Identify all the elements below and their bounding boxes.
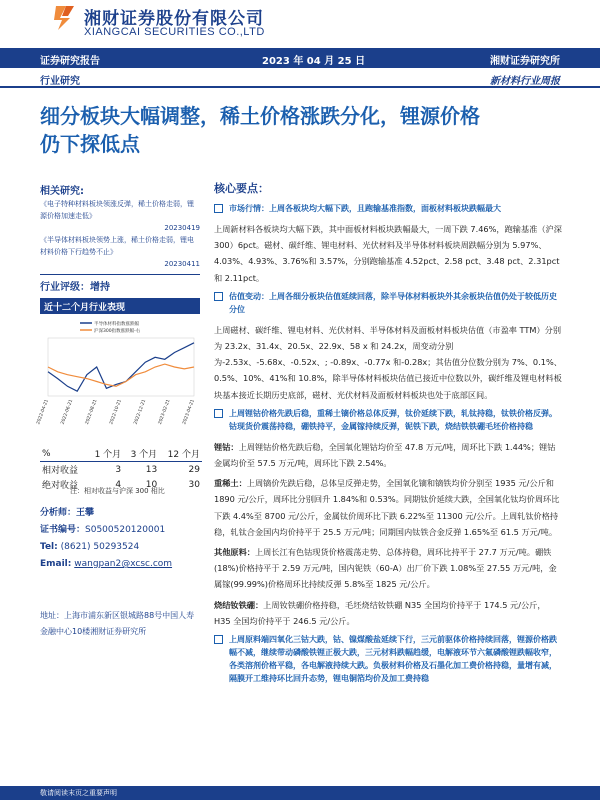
x-tick-label: 2023-02-21 xyxy=(157,398,172,426)
x-tick-label: 2022-12-21 xyxy=(133,398,148,426)
bullet-text: 上周原料端四氧化三钴大跌，钴、镍煤酸盐延续下行，三元前驱体价格持续回落，锂源价格跌幅不减，继续带动磷酸铁锂正极大跌，三元材料跌幅趋缓，电解液环节六氟磷酸锂跌幅收窄，各类溶剂价格平稳，各电解液持续大跌。负极材料价格及石墨化加工费价格持稳，量增有减，隔膜开工维持环比回升态势，锂电铜箔均价及加工费持稳 xyxy=(229,635,557,684)
report-category-band xyxy=(0,68,600,88)
report-date: 2023 年 04 月 25 日 xyxy=(262,56,366,67)
industry-rating: 行业评级：增持 xyxy=(40,274,200,293)
para-text: 上周锂钴价格先跌后稳，全国氧化锂钴均价至 47.8 万元/吨，周环比下跌 1.44%；锂钴金属均价至 57.5 万元/吨，周环比下跌 2.54%。 xyxy=(214,441,556,469)
title-line-2: 仍下探低点 xyxy=(40,132,140,156)
paragraph-ndfeb xyxy=(214,597,562,629)
company-name-cn: 湘财证券股份有限公司 xyxy=(84,9,264,29)
related-item-date: 20230411 xyxy=(164,260,200,268)
bullet-prices xyxy=(214,407,562,433)
table-cell: 30 xyxy=(188,479,200,490)
x-tick-label: 2022-08-21 xyxy=(84,398,99,426)
x-tick-label: 2023-04-21 xyxy=(182,398,196,426)
report-series: 新材料行业周报 xyxy=(490,76,560,87)
legend-label: 半导体材料指数涨跌幅 xyxy=(94,322,139,327)
report-category: 行业研究 xyxy=(40,76,80,87)
performance-chart xyxy=(36,318,202,438)
related-research xyxy=(40,198,200,270)
bullet-market xyxy=(214,202,562,215)
company-logo-icon xyxy=(52,4,76,32)
tel-label: Tel: xyxy=(40,542,58,552)
table-cell: 29 xyxy=(188,464,200,475)
email-label: Email: xyxy=(40,559,72,569)
institute-name: 湘财证券研究所 xyxy=(490,56,560,67)
bullet-text: 上周锂钴价格先跌后稳，重稀土镝价格总体反弹，钛价延续下跌，轧钛持稳，钛铁价格反弹。钴现货价震荡持稳，硼铁持平，金属镓持续反弹，铌铁下跌，烧结铁铁硼毛坯价格持稳 xyxy=(229,408,557,431)
table-header: 1 个月 xyxy=(87,446,123,462)
related-item[interactable] xyxy=(40,234,200,270)
paragraph-lithium-cobalt xyxy=(214,439,562,471)
title-line-1: 细分板块大幅调整，稀土价格涨跌分化，锂源价格 xyxy=(40,104,480,128)
email-link[interactable]: wangpan2@xcsc.com xyxy=(74,559,173,569)
bullet-valuation xyxy=(214,290,562,316)
tel-number: (8621) 50293524 xyxy=(60,542,140,552)
related-item-date: 20230419 xyxy=(164,224,200,232)
related-item-text: 《半导体材料板块领势上涨，稀土价格走弱，锂电材料价格下行趋势不止》 xyxy=(40,236,194,256)
related-heading: 相关研究: xyxy=(40,186,84,197)
related-item-text: 《电子特种材料板块领涨反弹，稀土价格走弱，锂源价格加速走低》 xyxy=(40,200,194,220)
paragraph-market: 上周新材料各板块均大幅下跌，其中面板材料板块跌幅最大，一周下跌 7.46%，跑输基准（沪深 300）6pct。磁材、碳纤维、锂电材料、光伏材料及半导体材料板块周跌幅分别为 5.97%、4.03%、4.93%、3.76%和 3.57%，分别跑输基准 4.52pct、2.58 pct、3.48 pct、2.31pct 和 2.11pct。 xyxy=(214,224,562,283)
table-cell: 13 xyxy=(145,464,158,475)
performance-heading: 近十二个月行业表现 xyxy=(40,298,200,314)
x-tick-label: 2022-10-21 xyxy=(109,398,123,426)
checkbox-icon xyxy=(214,409,223,418)
footer xyxy=(0,786,600,800)
legend-label: 沪深300指数涨跌幅-右 xyxy=(94,329,141,334)
paragraph-valuation: 上周磁材、碳纤维、锂电材料、光伏材料、半导体材料及面板材料板块估值（市盈率 TTM）分别为 23.2x、31.4x、20.5x、22.9x、58 x 和 24.2x，周变动分别为-2.53x、-5.68x、-0.52x、; -0.89x、-0.77x 和-0.28x；其估值分位数分别为 7%、0.1%、0.5%、10%、41%和 10.8%，除半导体材料板块估值已接近中位数以外，碳纤维及锂电材料板块基本接近长期历史底部，磁材、光伏材料及面板材料板块也处于底部区间。 xyxy=(214,324,562,400)
para-label: 其他原料： xyxy=(214,547,255,558)
key-points-heading: 核心要点： xyxy=(214,182,269,195)
x-tick-label: 2022-04-21 xyxy=(36,398,50,426)
para-label: 烧结钕铁硼： xyxy=(214,599,264,610)
address: 地址：上海市浦东新区银城路88号中国人寿金融中心10楼湘财证券研究所 xyxy=(40,611,195,636)
para-text: 上周镝价先跌后稳，总体呈反弹走势，全国氧化镝和镝铁均价分别至 1935 元/公斤和 1890 元/公斤，周环比分别回升 1.84%和 0.53%。同期钛价延续大跌，全国氧化钛均价周环比下跌 4.4%至 8700 元/公斤，金属钛价周环比下跌 6.22%至 11300 元/公斤。上周轧钛价格持稳，轧钛合金国内均价持平于 25.5 万元/吨；同期国内钛铁合金反弹 1.65%至 61.5 万元/吨。 xyxy=(214,478,560,537)
checkbox-icon xyxy=(214,204,223,213)
related-item[interactable] xyxy=(40,198,200,234)
report-type-band xyxy=(0,48,600,68)
cert-label: 证书编号： xyxy=(40,525,86,535)
table-note: 注：相对收益与沪深 300 相比 xyxy=(70,487,165,495)
table-header: % xyxy=(40,446,87,462)
analyst-info xyxy=(40,505,210,573)
footer-disclaimer: 敬请阅读末页之重要声明 xyxy=(40,789,117,797)
bullet-text: 估值变动：上周各细分板块估值延续回落，除半导体材料板块外其余板块估值仍处于较低历史分位 xyxy=(229,291,557,314)
header xyxy=(0,0,600,48)
table-cell: 4 xyxy=(115,479,122,490)
checkbox-icon xyxy=(214,292,223,301)
checkbox-icon xyxy=(214,635,223,644)
report-type: 证券研究报告 xyxy=(40,56,100,67)
bullet-battery xyxy=(214,633,562,685)
table-header: 12 个月 xyxy=(159,446,202,462)
table-header: 3 个月 xyxy=(123,446,159,462)
bullet-text: 市场行情：上周各板块均大幅下跌，且跑输基准指数，面板材料板块跌幅最大 xyxy=(229,204,501,213)
paragraph-heavy-rare-earth xyxy=(214,475,562,540)
analyst-name-label: 分析师： xyxy=(40,508,77,518)
table-cell: 10 xyxy=(145,479,158,490)
company-name-en: XIANGCAI SECURITIES CO.,LTD xyxy=(84,26,265,38)
table-cell: 3 xyxy=(115,464,122,475)
key-points xyxy=(214,180,562,691)
para-text: 上周钕铁硼价格持稳，毛坯烧结钕铁硼 N35 全国均价持平于 174.5 元/公斤，H35 全国均价持平于 246.5 元/公斤。 xyxy=(214,599,546,626)
para-label: 重稀土： xyxy=(214,478,247,489)
x-tick-label: 2022-06-21 xyxy=(60,398,75,426)
table-header-row xyxy=(40,446,202,462)
table-row xyxy=(40,462,202,478)
cert-number: S0500520120001 xyxy=(85,525,166,535)
table-cell: 相对收益 xyxy=(42,466,79,476)
paragraph-other-materials xyxy=(214,544,562,593)
para-label: 锂钴： xyxy=(214,441,239,452)
para-text: 上周长江有色钴现货价格震荡走势、总体持稳，周环比持平于 27.7 万元/吨。硼铁(18%)价格持平于 2.59 万元/吨，国内铌铁（60-A）出厂价下跌 1.08%至 27.55 万元/吨，金属镓(99.99%)价格周环比持续反弹 5.8%至 1825 元/公斤。 xyxy=(214,547,557,590)
report-title xyxy=(40,102,560,158)
table-cell: 绝对收益 xyxy=(42,481,79,491)
analyst-name: 王攀 xyxy=(76,508,95,518)
